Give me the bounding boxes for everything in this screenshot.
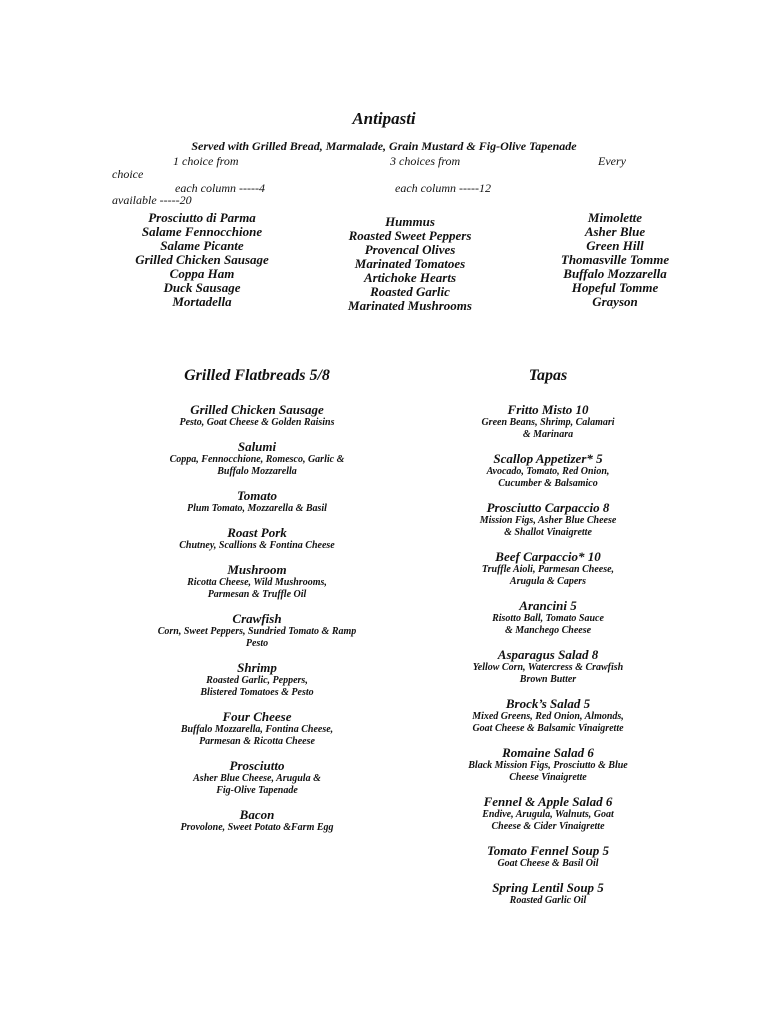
choice-three-line1: 3 choices from (390, 154, 461, 168)
list-item: Buffalo Mozzarella (563, 266, 667, 281)
item-desc: Yellow Corn, Watercress & Crawfish (472, 662, 624, 673)
list-item: Prosciutto di Parma (148, 210, 256, 225)
item-desc: & Manchego Cheese (504, 625, 592, 636)
list-item: Marinated Tomatoes (354, 256, 466, 271)
item-desc: Roasted Garlic, Peppers, (206, 675, 308, 686)
list-item (112, 710, 402, 748)
item-desc: & Shallot Vinaigrette (504, 527, 592, 538)
list-item: Roasted Sweet Peppers (348, 228, 472, 243)
item-desc: Blistered Tomatoes & Pesto (200, 687, 314, 698)
item-desc: Chutney, Scallions & Fontina Cheese (179, 540, 335, 551)
item-desc: Ricotta Cheese, Wild Mushrooms, (187, 577, 327, 588)
list-item (112, 563, 402, 601)
list-item (428, 746, 668, 784)
item-desc: Risotto Ball, Tomato Sauce (492, 613, 604, 624)
item-desc: Avocado, Tomato, Red Onion, (486, 466, 610, 477)
list-item: Hopeful Tomme (571, 280, 659, 295)
item-desc: Fig-Olive Tapenade (216, 785, 298, 796)
item-name: Four Cheese (222, 709, 292, 724)
item-desc: Truffle Aioli, Parmesan Cheese, (481, 564, 615, 575)
item-name: Brock’s Salad 5 (505, 696, 591, 711)
item-desc: Goat Cheese & Basil Oil (497, 858, 599, 869)
list-item (428, 795, 668, 833)
item-desc: Goat Cheese & Balsamic Vinaigrette (472, 723, 624, 734)
list-item (428, 844, 668, 870)
list-item (428, 697, 668, 735)
list-item (428, 550, 668, 588)
item-name: Shrimp (237, 660, 277, 675)
item-desc: Buffalo Mozzarella, Fontina Cheese, (180, 724, 334, 735)
list-item: Grilled Chicken Sausage (135, 252, 269, 267)
item-name: Tomato (237, 488, 277, 503)
item-name: Asparagus Salad 8 (497, 647, 599, 662)
list-item: Thomasville Tomme (560, 252, 670, 267)
list-item: Grayson (592, 294, 638, 309)
list-item (112, 808, 402, 834)
list-item (428, 881, 668, 907)
item-desc: Cheese & Cider Vinaigrette (491, 821, 605, 832)
item-desc: Roasted Garlic Oil (509, 895, 587, 906)
item-desc: Brown Butter (519, 674, 577, 685)
item-name: Grilled Chicken Sausage (190, 402, 324, 417)
item-desc: Mixed Greens, Red Onion, Almonds, (472, 711, 624, 722)
item-desc: Parmesan & Truffle Oil (207, 589, 307, 600)
item-desc: Asher Blue Cheese, Arugula & (193, 773, 321, 784)
item-name: Fritto Misto 10 (507, 402, 589, 417)
list-item (428, 599, 668, 637)
item-name: Beef Carpaccio* 10 (495, 549, 601, 564)
list-item: Roasted Garlic (370, 284, 450, 299)
list-item: Provencal Olives (364, 242, 456, 257)
list-item: Mortadella (172, 294, 232, 309)
item-name: Crawfish (232, 611, 282, 626)
item-desc: Cucumber & Balsamico (498, 478, 598, 489)
list-item (428, 648, 668, 686)
antipasti-title: Antipasti (352, 109, 416, 128)
item-name: Romaine Salad 6 (502, 745, 594, 760)
list-item: Artichoke Hearts (363, 270, 457, 285)
list-item: Green Hill (586, 238, 644, 253)
list-item (112, 526, 402, 552)
choice-one-line2: each column -----4 (175, 181, 265, 195)
choice-every-line3: available -----20 (112, 193, 192, 207)
list-item (428, 452, 668, 490)
item-desc: Pesto (245, 638, 269, 649)
item-desc: Green Beans, Shrimp, Calamari (481, 417, 615, 428)
list-item (112, 759, 402, 797)
item-desc: & Marinara (522, 429, 574, 440)
item-name: Salumi (237, 439, 277, 454)
list-item: Hummus (385, 214, 435, 229)
item-name: Spring Lentil Soup 5 (492, 880, 604, 895)
list-item: Marinated Mushrooms (348, 298, 472, 313)
list-item (112, 489, 402, 515)
flatbreads-title: Grilled Flatbreads 5/8 (184, 367, 330, 384)
item-name: Prosciutto (229, 758, 285, 773)
item-desc: Provolone, Sweet Potato &Farm Egg (180, 822, 334, 833)
item-desc: Mission Figs, Asher Blue Cheese (479, 515, 617, 526)
list-item: Salame Fennocchione (141, 224, 263, 239)
choice-three-line2: each column -----12 (395, 181, 491, 195)
list-item (428, 501, 668, 539)
item-name: Tomato Fennel Soup 5 (487, 843, 609, 858)
tapas-list (428, 403, 668, 918)
item-name: Fennel & Apple Salad 6 (483, 794, 613, 809)
antipasti-meats-list (112, 211, 292, 309)
item-desc: Arugula & Capers (509, 576, 587, 587)
item-desc: Corn, Sweet Peppers, Sundried Tomato & Ramp (157, 626, 357, 637)
item-desc: Buffalo Mozzarella (217, 466, 297, 477)
list-item (112, 661, 402, 699)
choice-one-line1: 1 choice from (173, 154, 239, 168)
list-item: Asher Blue (584, 224, 646, 239)
choice-every-line2: choice (112, 167, 144, 181)
choice-every-line1: Every (598, 154, 626, 168)
antipasti-cheeses-list (530, 211, 700, 309)
item-desc: Coppa, Fennocchione, Romesco, Garlic & (169, 454, 345, 465)
item-desc: Black Mission Figs, Prosciutto & Blue (468, 760, 628, 771)
list-item (428, 403, 668, 441)
list-item (112, 440, 402, 478)
tapas-title: Tapas (528, 367, 568, 384)
item-desc: Pesto, Goat Cheese & Golden Raisins (179, 417, 335, 428)
list-item: Coppa Ham (169, 266, 235, 281)
list-item: Salame Picante (160, 238, 244, 253)
antipasti-vegetables-list (320, 215, 500, 313)
item-desc: Endive, Arugula, Walnuts, Goat (482, 809, 614, 820)
item-name: Roast Pork (227, 525, 287, 540)
list-item: Mimolette (587, 210, 643, 225)
antipasti-served-with: Served with Grilled Bread, Marmalade, Grain Mustard & Fig-Olive Tapenade (191, 139, 577, 153)
flatbreads-list (112, 403, 402, 845)
item-name: Mushroom (227, 562, 287, 577)
item-name: Scallop Appetizer* 5 (493, 451, 603, 466)
list-item (112, 403, 402, 429)
item-name: Bacon (239, 807, 275, 822)
list-item (112, 612, 402, 650)
item-name: Arancini 5 (519, 598, 577, 613)
item-name: Prosciutto Carpaccio 8 (486, 500, 610, 515)
item-desc: Plum Tomato, Mozzarella & Basil (187, 503, 327, 514)
list-item: Duck Sausage (163, 280, 241, 295)
item-desc: Cheese Vinaigrette (509, 772, 587, 783)
item-desc: Parmesan & Ricotta Cheese (199, 736, 315, 747)
